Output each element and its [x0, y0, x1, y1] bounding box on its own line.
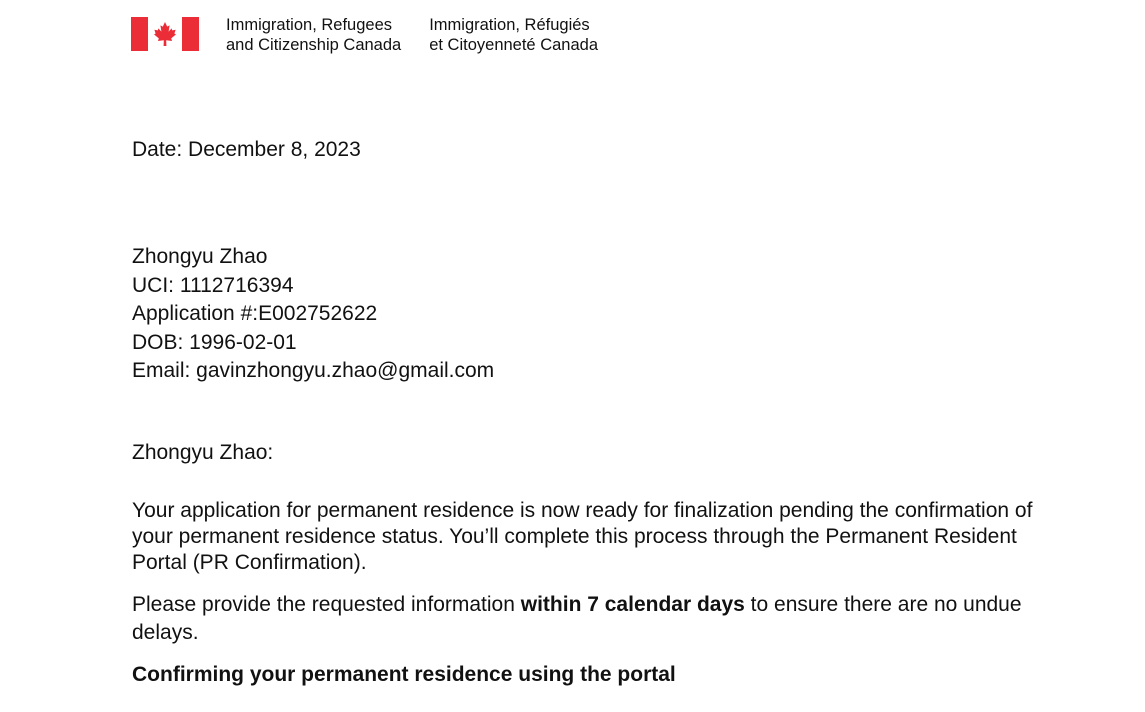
deadline-text-after: to ensure there are no undue delays.	[132, 593, 1022, 644]
deadline-text-before: Please provide the requested information	[132, 593, 521, 616]
recipient-email: Email: gavinzhongyu.zhao@gmail.com	[132, 359, 495, 382]
salutation: Zhongyu Zhao:	[132, 441, 274, 464]
department-name-french-line2: et Citoyenneté Canada	[429, 35, 598, 54]
body-paragraph-finalization: Your application for permanent residence is now ready for finalization pending the confirmation of your permanent residence status. You’ll complete this process through the Permanent Resident Portal (PR Confirmation).	[132, 499, 1033, 574]
department-name-french-line1: Immigration, Réfugiés	[429, 16, 590, 34]
recipient-dob: DOB: 1996-02-01	[132, 330, 297, 354]
section-heading: Confirming your permanent residence using the portal	[132, 663, 676, 686]
department-name-english-line1: Immigration, Refugees	[226, 16, 392, 34]
recipient-block	[132, 243, 494, 386]
deadline-emphasis: within 7 calendar days	[520, 593, 745, 616]
letterhead	[131, 16, 598, 56]
recipient-uci: UCI: 1112716394	[132, 273, 294, 297]
recipient-application-number: Application #:E002752622	[132, 302, 378, 325]
recipient-name: Zhongyu Zhao	[132, 245, 268, 268]
letter-date: Date: December 8, 2023	[132, 138, 361, 161]
body-paragraph-deadline	[132, 591, 1042, 647]
department-name-french	[429, 16, 598, 55]
department-name-english-line2: and Citizenship Canada	[226, 35, 402, 54]
canada-flag-icon	[131, 17, 199, 51]
department-name-english	[226, 16, 401, 55]
